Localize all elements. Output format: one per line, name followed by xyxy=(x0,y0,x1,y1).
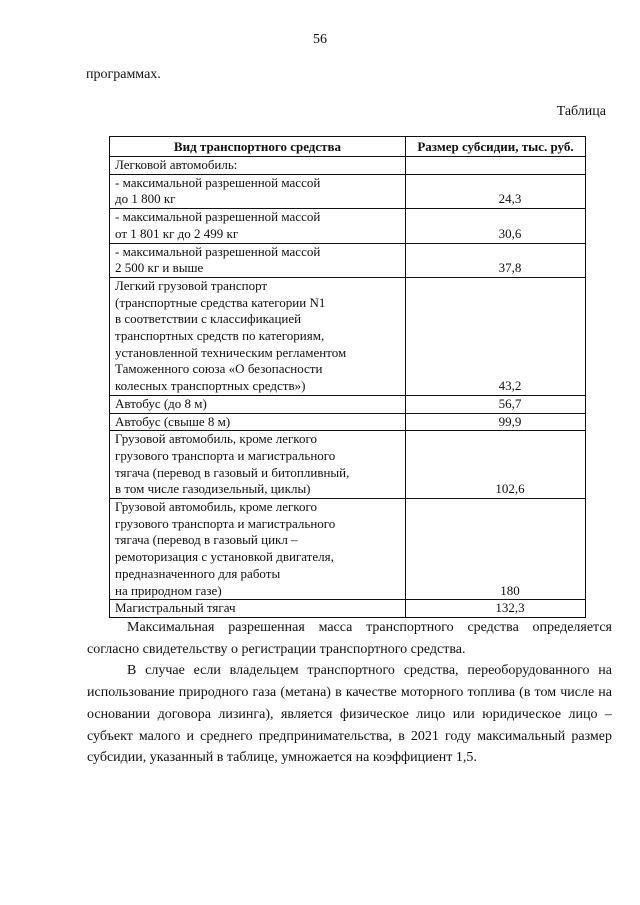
table-row xyxy=(110,413,586,431)
subsidy-table xyxy=(109,136,586,618)
subsidy-value-cell: 102,6 xyxy=(406,431,586,499)
header-subsidy-amount: Размер субсидии, тыс. руб. xyxy=(406,137,586,157)
lead-text: программах. xyxy=(86,67,161,82)
vehicle-type-cell: - максимальной разрешенной массой до 1 800 кг xyxy=(110,174,406,208)
subsidy-value-cell: 43,2 xyxy=(406,277,586,395)
table-row xyxy=(110,209,586,243)
subsidy-value-cell: 99,9 xyxy=(406,413,586,431)
subsidy-value-cell: 180 xyxy=(406,499,586,600)
body-paragraph: Максимальная разрешенная масса транспортного средства определяется согласно свидетельству о регистрации транспортного средства. xyxy=(87,620,612,657)
subsidy-value-cell: 30,6 xyxy=(406,209,586,243)
body-text xyxy=(87,617,612,769)
subsidy-value-cell: 132,3 xyxy=(406,600,586,618)
table-row xyxy=(110,600,586,618)
vehicle-type-cell: Грузовой автомобиль, кроме легкого грузового транспорта и магистрального тягача (перевод в газовый цикл – ремоторизация с установкой двигателя, предназначенного для работы на природном газе) xyxy=(110,499,406,600)
vehicle-type-cell: Автобус (свыше 8 м) xyxy=(110,413,406,431)
subsidy-value-cell xyxy=(406,157,586,175)
table-body xyxy=(110,157,586,618)
subsidy-value-cell: 37,8 xyxy=(406,243,586,277)
page-number: 56 xyxy=(313,32,327,47)
table-caption: Таблица xyxy=(556,104,606,119)
table-row xyxy=(110,174,586,208)
subsidy-value-cell: 24,3 xyxy=(406,174,586,208)
table-row xyxy=(110,243,586,277)
vehicle-type-cell: Легковой автомобиль: xyxy=(110,157,406,175)
table-header-row xyxy=(110,137,586,157)
vehicle-type-cell: Магистральный тягач xyxy=(110,600,406,618)
table-row xyxy=(110,395,586,413)
body-paragraph: В случае если владельцем транспортного средства, переоборудованного на использование природного газа (метана) в качестве моторного топлива (в том числе на основании договора лизинга), является физическое лицо или юридическое лицо – субъект малого и среднего предпринимательства, в 2021 году максимальный размер субсидии, указанный в таблице, умножается на коэффициент 1,5. xyxy=(87,663,612,766)
vehicle-type-cell: Легкий грузовой транспорт (транспортные средства категории N1 в соответствии с классификацией транспортных средств по категориям, установленной техническим регламентом Таможенного союза «О безопасности колесных транспортных средств») xyxy=(110,277,406,395)
table-row xyxy=(110,499,586,600)
header-vehicle-type: Вид транспортного средства xyxy=(110,137,406,157)
subsidy-value-cell: 56,7 xyxy=(406,395,586,413)
vehicle-type-cell: - максимальной разрешенной массой от 1 801 кг до 2 499 кг xyxy=(110,209,406,243)
vehicle-type-cell: Автобус (до 8 м) xyxy=(110,395,406,413)
table-row xyxy=(110,277,586,395)
vehicle-type-cell: Грузовой автомобиль, кроме легкого грузового транспорта и магистрального тягача (перевод в газовый и битопливный, в том числе газодизельный, циклы) xyxy=(110,431,406,499)
table-row xyxy=(110,431,586,499)
table-row xyxy=(110,157,586,175)
vehicle-type-cell: - максимальной разрешенной массой 2 500 кг и выше xyxy=(110,243,406,277)
